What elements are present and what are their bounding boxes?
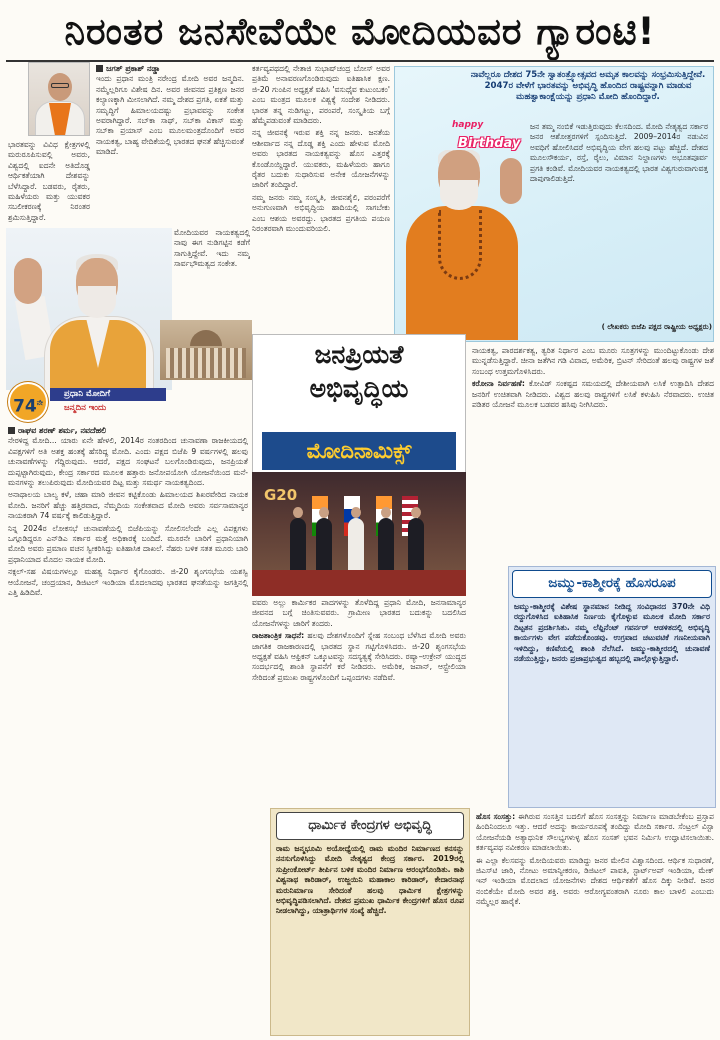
parliament-text-2: ಈ ಎಲ್ಲಾ ಕೆಲಸವನ್ನು ಮೋದಿಯವರು ಮಾಡಿದ್ದು ಜನರ ಮೇಲಿನ ವಿಶ್ವಾಸದಿಂದ. ಆರ್ಥಿಕ ಸುಧಾರಣೆ, ಜಿಎಸ್‌ಟಿ ಜಾರಿ, ನೋಟು ಅಮಾನ್ಯೀಕರಣ, ಡಿಜಿಟಲ್ ಪಾವತಿ, ಸ್ಟಾರ್ಟ್‌ಅಪ್ ಇಂಡಿಯಾ, ಮೇಕ್ ಇನ್ ಇಂಡಿಯಾ ಮೊದಲಾದ ಯೋಜನೆಗಳು ದೇಶದ ಆರ್ಥಿಕತೆಗೆ ಹೊಸ ದಿಕ್ಕು ನೀಡಿವೆ. ಜನರ ನಂಬಿಕೆಯೇ ಮೋದಿ ಅವರ ಶಕ್ತಿ. ಅವರು ಆರೋಗ್ಯವಂತರಾಗಿ ನೂರು ಕಾಲ ಬಾಳಲಿ ಎಂಬುದು ನಮ್ಮೆಲ್ಲರ ಹಾರೈಕೆ.: [476, 855, 714, 907]
headline-rule: [6, 60, 714, 62]
feature-card-body-text: ಜನ ತಮ್ಮ ನಂಬಿಕೆ ಇಡುತ್ತಿರುವುದು ಕೆಲಸದಿಂದ. ಮೋದಿ ನೇತೃತ್ವದ ಸರ್ಕಾರ ಜನರ ಆಶೋತ್ತರಗಳಿಗೆ ಸ್ಪಂದಿಸುತ್ತಿದೆ. 2009–2014ರ ನಡುವಿನ ಅವಧಿಗೆ ಹೋಲಿಸಿದರೆ ಅಭಿವೃದ್ಧಿಯ ವೇಗ ಹಲವು ಪಟ್ಟು ಹೆಚ್ಚಿದೆ. ದೇಶದ ಮೂಲಸೌಕರ್ಯ, ರಸ್ತೆ, ರೈಲು, ವಿಮಾನ ನಿಲ್ದಾಣಗಳು ಅಭೂತಪೂರ್ವ ಪ್ರಗತಿ ಕಂಡಿವೆ. ಮೋದಿಯವರ ನಾಯಕತ್ವದಲ್ಲಿ ಭಾರತ ವಿಶ್ವಗುರುವಾಗುವತ್ತ ದಾಪುಗಾಲಿಡುತ್ತಿದೆ.: [530, 122, 708, 184]
parliament-lead: ಹೊಸ ಸಂಸತ್ತು:: [476, 812, 516, 821]
religious-heading: ಧಾರ್ಮಿಕ ಕೇಂದ್ರಗಳ ಅಭಿವೃದ್ಧಿ: [276, 812, 464, 840]
birthday-banner: ಪ್ರಧಾನಿ ಮೋದಿಗೆ: [50, 388, 166, 401]
left-para-3: ಮೋದಿಯವರ ನಾಯಕತ್ವದಲ್ಲಿ ನಾವು ಈಗ ನುಡಿಗಟ್ಟಿನ ಕಡೆಗೆ ಸಾಗುತ್ತಿದ್ದೇವೆ. ಇದು ನಮ್ಮ ಸಾರ್ವಭೌಮತ್ವದ ಸಂಕೇತ.: [174, 228, 250, 269]
author-credit: ( ಲೇಖಕರು ಬಿಜೆಪಿ ಪಕ್ಷದ ರಾಷ್ಟ್ರೀಯ ಅಧ್ಯಕ್ಷರು): [601, 322, 712, 331]
birthday-subline: ಜನ್ಮದಿನ ಇಂದು: [64, 403, 107, 413]
covid-lead: ಕರೋನಾ ನಿರ್ವಹಣೆ:: [472, 379, 525, 389]
parliament-building-photo: [160, 320, 252, 380]
g20-label: G20: [264, 486, 298, 504]
title-line-1: ಜನಪ್ರಿಯತೆ: [314, 340, 404, 369]
center-article: [252, 598, 466, 806]
kashmir-text: ಜಮ್ಮು-ಕಾಶ್ಮೀರಕ್ಕೆ ವಿಶೇಷ ಸ್ಥಾನಮಾನ ನೀಡಿದ್ದ ಸಂವಿಧಾನದ 370ನೇ ವಿಧಿ ರದ್ದುಗೊಳಿಸಿದ ಐತಿಹಾಸಿಕ ನಿರ್ಣಯ ಕೈಗೊಳ್ಳುವ ಮೂಲಕ ಮೋದಿ ಸರ್ಕಾರ ದಿಟ್ಟತನ ಪ್ರದರ್ಶಿಸಿತು. ನಮ್ಮ ಲೆಫ್ಟಿನೆಂಟ್ ಗವರ್ನರ್ ಆಡಳಿತದಲ್ಲಿ ಅಭಿವೃದ್ಧಿ ಕಾರ್ಯಗಳು ವೇಗ ಪಡೆದುಕೊಂಡವು. ಉಗ್ರವಾದ ಚಟುವಟಿಕೆ ಗಣನೀಯವಾಗಿ ಇಳಿದಿದ್ದು, ಕಣಿವೆಯಲ್ಲಿ ಶಾಂತಿ ನೆಲೆಸಿದೆ. ಜಮ್ಮು-ಕಾಶ್ಮೀರದಲ್ಲಿ ಚುನಾವಣೆ ನಡೆಯುತ್ತಿದ್ದು, ಜನರು ಪ್ರಜಾಪ್ರಭುತ್ವದ ಹಬ್ಬದಲ್ಲಿ ಪಾಲ್ಗೊಳ್ಳುತ್ತಿದ್ದಾರೆ.: [514, 602, 710, 664]
happy-text: happy: [452, 120, 484, 130]
parliament-text: ಈಗಿರುವ ಸಂಸತ್ತಿನ ಬದಲಿಗೆ ಹೊಸ ಸಂಸತ್ತನ್ನು ನಿರ್ಮಾಣ ಮಾಡಬೇಕೆಂಬ ಪ್ರಸ್ತಾಪ ಹಿಂದಿನಿಂದಲೂ ಇತ್ತು. ಆದರೆ ಅದನ್ನು ಕಾರ್ಯರೂಪಕ್ಕೆ ತಂದಿದ್ದು ಮೋದಿ ಸರ್ಕಾರ. ಸೆಂಟ್ರಲ್ ವಿಸ್ಟಾ ಯೋಜನೆಯಡಿ ಅತ್ಯಾಧುನಿಕ ಸೌಲಭ್ಯಗಳುಳ್ಳ ಹೊಸ ಸಂಸತ್ ಭವನ ನಿರ್ಮಿಸಿ ಉದ್ಘಾಟಿಸಲಾಯಿತು. ಕರ್ತವ್ಯಪಥ ನವೀಕರಣ ಮಾಡಲಾಯಿತು.: [476, 812, 714, 853]
age-badge: $74^{ನೇ}$: [8, 382, 48, 422]
modi-waving-photo: [6, 228, 172, 390]
feature-card-body: [530, 122, 708, 320]
mid-para-1: ಕರ್ತವ್ಯಪಥದಲ್ಲಿ ನೇತಾಜಿ ಸುಭಾಷ್‌ಚಂದ್ರ ಬೋಸ್ ಅವರ ಪ್ರತಿಮೆ ಅನಾವರಣಗೊಂಡಿರುವುದು ಐತಿಹಾಸಿಕ ಕ್ಷಣ. ಜಿ-20 ಗುಂಪಿನ ಅಧ್ಯಕ್ಷತೆ ವಹಿಸಿ 'ವಸುಧೈವ ಕುಟುಂಬಕಂ' ಎಂಬ ಮಂತ್ರದ ಮೂಲಕ ವಿಶ್ವಕ್ಕೆ ಸಂದೇಶ ನೀಡಿದರು. ಭಾರತ ತನ್ನ ನುಡಿಗಟ್ಟು, ಪರಂಪರೆ, ಸಂಸ್ಕೃತಿಯ ಬಗ್ಗೆ ಹೆಮ್ಮೆಪಡುವಂತೆ ಮಾಡಿದರು.: [252, 64, 390, 126]
diplomacy-lead: ರಾಜತಾಂತ್ರಿಕ ಸಾಧನೆ:: [252, 631, 305, 641]
reporter-byline: ರಾಘವ ಶರಣ್ ಶರ್ಮ, ನವದೆಹಲಿ: [8, 426, 248, 436]
mid-para-3: ನಮ್ಮ ಜನರು ನಮ್ಮ ಸಂಸ್ಕೃತಿ, ಜೀವನಶೈಲಿ, ಪರಂಪರೆಗೆ ಅನುಗುಣವಾಗಿ ಅಭಿವೃದ್ಧಿಯ ಹಾದಿಯಲ್ಲಿ ಸಾಗಬೇಕು ಎಂಬ ಆಶಯ ಅವರದ್ದು. ಭಾರತದ ಪ್ರಗತಿಯ ಪಯಣ ನಿರಂತರವಾಗಿ ಮುಂದುವರಿಯಲಿ.: [252, 192, 390, 234]
modinomics-title: [258, 338, 460, 406]
left-article-para-1: ನೇರಳಿದ್ದ ಮೋದಿ... ಯಾರು ಏನೇ ಹೇಳಲಿ, 2014ರ ನಂತರದಿಂದ ಚುನಾವಣಾ ರಾಜಕೀಯದಲ್ಲಿ ವಿಪಕ್ಷಗಳಿಗೆ ಅತಿ ಅಶಕ್ತ ಹಂತಕ್ಕೆ ಹೆಸರಿದ್ದ ಮೋದಿ. ಎಂದು ಪಕ್ಷದ ಬಿಜೆಪಿ 9 ವರ್ಷಗಳಲ್ಲಿ ಹಲವು ಚುನಾವಣೆಗಳನ್ನು ಗೆದ್ದಿರುವುದು. ಆದರೆ, ಪಕ್ಷದ ಸಂಘಟನೆ ಬಲಗೊಂಡಿರುವುದು, ಜನಪ್ರಿಯತೆ ದುಪ್ಪಟ್ಟಾಗಿರುವುದು, ಕೇಂದ್ರ ಸರ್ಕಾರದ ಮೂಲಕ ಹತ್ತಾರು ಜನೋಪಯೋಗಿ ಯೋಜನೆಯಿಂದ ಮನೆ-ಮನಗಳನ್ನು ತಲುಪಿರುವುದು ಮೋದಿಯವರ ದಿಟ್ಟ ಮತ್ತು ಸಮರ್ಥ ನಾಯಕತ್ವದಿಂದ.: [8, 436, 248, 488]
kashmir-body: [514, 602, 710, 802]
kashmir-heading: ಜಮ್ಮು-ಕಾಶ್ಮೀರಕ್ಕೆ ಹೊಸರೂಪ: [512, 570, 712, 598]
center-para-1: ವವರು ಅಲ್ಲು ಕಾರ್ಮಿಕರ ಪಾದಗಳನ್ನು ತೊಳೆದಿದ್ದ ಪ್ರಧಾನಿ ಮೋದಿ, ಜನಸಾಮಾನ್ಯರ ಜೀವನದ ಬಗ್ಗೆ ಚಿಂತಿಸುವವರು. ಗ್ರಾಮೀಣ ಭಾರತದ ಬದುಕನ್ನು ಬದಲಿಸಿದ ಯೋಜನೆಗಳನ್ನು ಜಾರಿಗೆ ತಂದರು.: [252, 598, 466, 628]
parliament-article: [476, 812, 714, 1036]
happy-birthday-sign: [452, 120, 526, 164]
right-para-2: ಕೋವಿಡ್ ಸಂಕಷ್ಟದ ಸಮಯದಲ್ಲಿ ದೇಶೀಯವಾಗಿ ಲಸಿಕೆ ಉತ್ಪಾದಿಸಿ ದೇಶದ ಜನರಿಗೆ ಉಚಿತವಾಗಿ ನೀಡಿದರು. ವಿಶ್ವದ ಹಲವು ರಾಷ್ಟ್ರಗಳಿಗೆ ಲಸಿಕೆ ಕಳುಹಿಸಿ ನೆರವಾದರು. ಉಚಿತ ಪಡಿತರ ಯೋಜನೆ ಮೂಲಕ ಬಡವರ ಹಸಿವು ನೀಗಿಸಿದರು.: [472, 379, 714, 410]
religious-text: ರಾಮ ಜನ್ಮಭೂಮಿ ಅಯೋಧ್ಯೆಯಲ್ಲಿ ರಾಮ ಮಂದಿರ ನಿರ್ಮಾಣದ ಕನಸನ್ನು ನನಸುಗೊಳಿಸಿದ್ದು ಮೋದಿ ನೇತೃತ್ವದ ಕೇಂದ್ರ ಸರ್ಕಾರ. 2019ರಲ್ಲಿ ಸುಪ್ರೀಂಕೋರ್ಟ್ ತೀರ್ಪಿನ ಬಳಿಕ ಮಂದಿರ ನಿರ್ಮಾಣ ಆರಂಭಗೊಂಡಿತು. ಕಾಶಿ ವಿಶ್ವನಾಥ ಕಾರಿಡಾರ್, ಉಜ್ಜಯಿನಿ ಮಹಾಕಾಲ ಕಾರಿಡಾರ್, ಕೇದಾರನಾಥ ಮರುನಿರ್ಮಾಣ ಸೇರಿದಂತೆ ಹಲವು ಧಾರ್ಮಿಕ ಕ್ಷೇತ್ರಗಳನ್ನು ಅಭಿವೃದ್ಧಿಪಡಿಸಲಾಗಿದೆ. ದೇಶದ ಪ್ರಮುಖ ಧಾರ್ಮಿಕ ಕೇಂದ್ರಗಳಿಗೆ ಹೊಸ ರೂಪ ನೀಡಲಾಗಿದ್ದು, ಯಾತ್ರಾರ್ಥಿಗಳ ಸಂಖ್ಯೆ ಹೆಚ್ಚಿದೆ.: [276, 844, 464, 916]
main-headline: ನಿರಂತರ ಜನಸೇವೆಯೇ ಮೋದಿಯವರ ಗ್ಯಾರಂಟಿ!: [64, 10, 656, 53]
left-para-1: ಇಂದು ಪ್ರಧಾನ ಮಂತ್ರಿ ನರೇಂದ್ರ ಮೋದಿ ಅವರ ಜನ್ಮದಿನ. ನಮ್ಮೆಲ್ಲರಿಗೂ ವಿಶೇಷ ದಿನ. ಅವರ ಜೀವನದ ಪ್ರತಿಕ್ಷಣ ಜನರ ಕಲ್ಯಾಣಕ್ಕಾಗಿ ಮೀಸಲಾಗಿದೆ. ನಮ್ಮ ದೇಶದ ಪ್ರಗತಿ, ಏಕತೆ ಮತ್ತು ಸಮೃದ್ಧಿಗೆ ಹಿಮಾಲಯದಷ್ಟು ಪ್ರಭಾವವನ್ನು ಸಂಕೇತ ಅವರಾಗಿದ್ದಾರೆ. ಸಬ್‌ಕಾ ಸಾಥ್, ಸಬ್‌ಕಾ ವಿಕಾಸ್ ಮತ್ತು ಸಬ್‌ಕಾ ಪ್ರಯಾಸ್ ಎಂಬ ಮೂಲಮಂತ್ರದೊಂದಿಗೆ ಅವರ ನಾಯಕತ್ವ, ಬಾಹ್ಯ ವೇದಿಕೆಯಲ್ಲಿ ಭಾರತದ ಘನತೆ ಹೆಚ್ಚಿಸುವಂತೆ ಮಾಡಿದೆ.: [96, 74, 244, 157]
left-column-lower: [8, 140, 90, 226]
modi-saffron-photo: [398, 150, 526, 340]
left-article-para-4: ನಕ್ಸಲ್-ಸಹ ವಿಷಯಗಳಲ್ಲೂ ಮಹತ್ವ ನಿರ್ಧಾರ ಕೈಗೊಂಡರು. ಜಿ-20 ಶೃಂಗಸಭೆಯ ಯಶಸ್ವಿ ಆಯೋಜನೆ, ಚಂದ್ರಯಾನ, ಡಿಜಿಟಲ್ ಇಂಡಿಯಾ ಮೊದಲಾದವು ಭಾರತದ ಘನತೆಯನ್ನು ಜಗತ್ತಿನಲ್ಲಿ ಎತ್ತಿ ಹಿಡಿದಿವೆ.: [8, 567, 248, 598]
middle-column: [252, 64, 390, 332]
left-para-2: ಭಾರತವನ್ನು ವಿವಿಧ ಕ್ಷೇತ್ರಗಳಲ್ಲಿ ಮರುರೂಪಿಸುವಲ್ಲಿ ಅವರು, ವಿಶ್ವದಲ್ಲಿ ಐದನೇ ಅತಿದೊಡ್ಡ ಆರ್ಥಿಕತೆಯಾಗಿ ದೇಶವನ್ನು ಬೆಳೆಸಿದ್ದಾರೆ. ಬಡವರು, ರೈತರು, ಮಹಿಳೆಯರು ಮತ್ತು ಯುವಕರ ಸಬಲೀಕರಣಕ್ಕೆ ನಿರಂತರ ಶ್ರಮಿಸುತ್ತಿದ್ದಾರೆ.: [8, 140, 90, 222]
center-para-2: ಹಲವು ದೇಶಗಳೊಂದಿಗೆ ಸ್ನೇಹ ಸಂಬಂಧ ಬೆಳೆಸಿದ ಮೋದಿ ಅವರು ಜಾಗತಿಕ ರಾಜಕಾರಣದಲ್ಲಿ ಭಾರತದ ಸ್ಥಾನ ಗಟ್ಟಿಗೊಳಿಸಿದರು. ಜಿ-20 ಶೃಂಗಸಭೆಯ ಅಧ್ಯಕ್ಷತೆ ವಹಿಸಿ ಆಫ್ರಿಕನ್ ಒಕ್ಕೂಟವನ್ನು ಸದಸ್ಯತ್ವಕ್ಕೆ ಸೇರಿಸಿದರು. ರಷ್ಯಾ–ಉಕ್ರೇನ್ ಯುದ್ಧದ ಸಂದರ್ಭದಲ್ಲಿ ಶಾಂತಿ ಸ್ಥಾಪನೆಗೆ ಕರೆ ನೀಡಿದರು. ಅಮೆರಿಕ, ಜಪಾನ್, ಆಸ್ಟ್ರೇಲಿಯಾ ಸೇರಿದಂತೆ ಪ್ರಮುಖ ರಾಷ್ಟ್ರಗಳೊಂದಿಗೆ ಒಪ್ಪಂದಗಳು ನಡೆದಿವೆ.: [252, 631, 466, 682]
left-article-para-3: ನಿನ್ನ 2024ರ ಲೋಕಸಭೆ ಚುನಾವಣೆಯಲ್ಲಿ ಬಿಜೆಪಿಯನ್ನು ಸೋಲಿಸಲೆಂದೇ ಎಲ್ಲ ವಿಪಕ್ಷಗಳು ಒಗ್ಗೂಡಿದ್ದರೂ ಎನ್‌ಡಿಎ ಸರ್ಕಾರ ಮತ್ತೆ ಅಧಿಕಾರಕ್ಕೆ ಬಂದಿದೆ. ಮೂರನೇ ಬಾರಿಗೆ ಪ್ರಧಾನಿಯಾಗಿ ಮೋದಿ ಅವರು ಪ್ರಮಾಣ ವಚನ ಸ್ವೀಕರಿಸಿದ್ದು ಐತಿಹಾಸಿಕ ದಾಖಲೆ. ನೆಹರು ಬಳಿಕ ಸತತ ಮೂರು ಬಾರಿ ಪ್ರಧಾನಿಯಾದ ಮೊದಲ ನಾಯಕ ಮೋದಿ.: [8, 523, 248, 564]
mid-para-2: ನನ್ನ ಜೀವನಕ್ಕೆ ಇರುವ ಶಕ್ತಿ ನನ್ನ ಜನರು. ಜನತೆಯ ಆಶೀರ್ವಾದ ನನ್ನ ದೊಡ್ಡ ಶಕ್ತಿ ಎಂದು ಹೇಳುವ ಮೋದಿ ಅವರು ಭಾರತದ ನಾಯಕತ್ವವನ್ನು ಹೊಸ ಎತ್ತರಕ್ಕೆ ಕೊಂಡೊಯ್ದಿದ್ದಾರೆ. ಯುವಕರು, ಮಹಿಳೆಯರು ಹಾಗೂ ರೈತರ ಬದುಕು ಸುಧಾರಿಸುವ ಅನೇಕ ಯೋಜನೆಗಳನ್ನು ಜಾರಿಗೆ ತಂದಿದ್ದಾರೆ.: [252, 128, 390, 190]
right-article: [472, 346, 714, 566]
left-column-side: [174, 228, 250, 324]
author-byline: ಜಗತ್ ಪ್ರಕಾಶ್ ನಡ್ಡಾ: [96, 64, 244, 74]
right-para-1: ನಾಯಕತ್ವ, ಪಾರದರ್ಶಕತ್ವ, ತ್ವರಿತ ನಿರ್ಧಾರ ಎಂಬ ಮೂರು ಸೂತ್ರಗಳನ್ನು ಮುಂದಿಟ್ಟುಕೊಂಡು ದೇಶ ಮುನ್ನಡೆಸುತ್ತಿದ್ದಾರೆ. ಚೀನಾ ಜತೆಗಿನ ಗಡಿ ವಿವಾದ, ಅಮೆರಿಕ, ಬ್ರಿಟನ್ ಸೇರಿದಂತೆ ಹಲವು ರಾಷ್ಟ್ರಗಳ ಜತೆ ಸಂಬಂಧ ಉತ್ತಮಗೊಳಿಸಿದರು.: [472, 346, 714, 376]
author-photo: [28, 62, 90, 136]
left-article-para-2: ಅನಾಥಾಲಯ ಬಾಲ್ಯ ಕಳೆ, ಚಹಾ ಮಾರಿ ಜೀವನ ಕಟ್ಟಿಕೊಂಡು ಹಿಮಾಲಯದ ಶಿಖರವೇರಿದ ನಾಯಕ ಮೋದಿ. ಜನರಿಗೆ ಹೆಚ್ಚು ಹತ್ತಿರವಾದ, ನೆಮ್ಮದಿಯ ಸಂಕೇತವಾದ ಮೋದಿ ಅವರು ಸರ್ವಸಾಮಾನ್ಯರ ನಾಯಕರಾಗಿ 74 ವರ್ಷಕ್ಕೆ ಕಾಲಿಡುತ್ತಿದ್ದಾರೆ.: [8, 490, 248, 521]
modinomics-subtitle: ಮೋದಿನಾಮಿಕ್ಸ್: [262, 432, 456, 470]
feature-card-heading: ನಾವೆಲ್ಲರೂ ದೇಶದ 75ನೇ ಸ್ವಾತಂತ್ರ್ಯೋತ್ಸವದ ಅಮೃತ ಕಾಲವನ್ನು ಸಂಭ್ರಮಿಸುತ್ತಿದ್ದೇವೆ. 2047ರ ವೇಳೆಗೆ ಭಾರತವನ್ನು ಅಭಿವೃದ್ಧಿ ಹೊಂದಿದ ರಾಷ್ಟ್ರವನ್ನಾಗಿ ಮಾಡುವ ಮಹತ್ವಾಕಾಂಕ್ಷೆಯನ್ನು ಪ್ರಧಾನಿ ಮೋದಿ ಹೊಂದಿದ್ದಾರೆ.: [470, 70, 706, 103]
left-column-intro: [96, 64, 244, 226]
religious-body: [276, 844, 464, 1032]
title-line-2: ಅಭಿವೃದ್ಧಿಯ: [309, 374, 409, 403]
birthday-text: Birthday: [458, 136, 521, 151]
g20-leaders-photo: [252, 472, 466, 596]
left-article: [8, 426, 248, 1038]
